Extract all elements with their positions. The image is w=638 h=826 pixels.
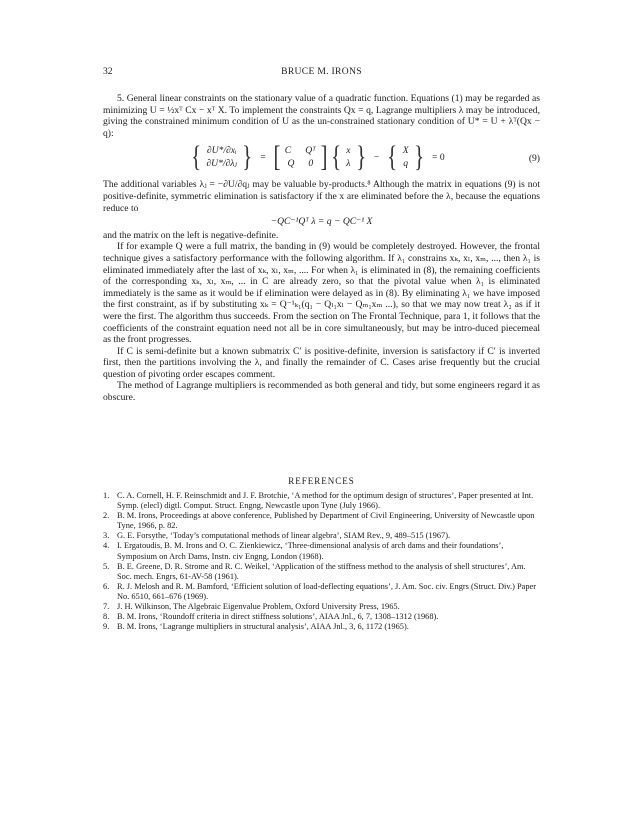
paragraph-additional-variables: The additional variables λⱼ = −∂U/∂qⱼ may be valuable by-products.⁸ Although the matrix in equations (9) is not positive-definite, symmetric elimination is satisfactory if the x are eliminated before the λ, because the equations reduce to xyxy=(103,179,540,214)
reference-item: 7. J. H. Wilkinson, The Algebraic Eigenvalue Problem, Oxford University Press, 1965. xyxy=(103,602,400,612)
eq9-v-top: x xyxy=(346,145,351,157)
reference-item: 6. R. J. Melosh and R. M. Bamford, ‘Efficient solution of load-deflecting equations’, J. Am. Soc. civ. Engrs (Struct. Div.) Paper No. 6510, 661–676 (1969). xyxy=(103,581,537,601)
equation-number-9: (9) xyxy=(528,153,540,165)
equation-9: { ∂U*/∂xᵢ ∂U*/∂λⱼ } = [ C Qᵀ Q 0 ] { x λ } − { X q } = 0 (9) xyxy=(191,140,540,174)
eq9-m22: 0 xyxy=(308,158,314,170)
reference-item: 9. B. M. Irons, ‘Lagrange multipliers in structural analysis’, AIAA Jnl., 3, 6, 1172 (1965). xyxy=(103,622,409,632)
running-head: BRUCE M. IRONS xyxy=(281,66,362,77)
eq9-m11: C xyxy=(284,145,292,157)
eq9-m12: Qᵀ xyxy=(305,145,316,157)
reference-item: 3. G. E. Forsythe, ‘Today’s computational methods of linear algebra’, SIAM Rev., 9, 489–515 (1967). xyxy=(103,531,451,541)
paragraph-negative-definite: and the matrix on the left is negative-definite. xyxy=(103,229,279,241)
paragraph-semi-definite: If C is semi-definite but a known submatrix C′ is positive-definite, inversion is satisfactory if C′ is inverted first, then the partitions involving the λ, and finally the remainder of C. Cases arise frequently but the crucial question of pivoting order escapes comment. xyxy=(103,345,540,380)
references-list xyxy=(103,491,540,632)
references-heading: REFERENCES xyxy=(288,476,355,486)
reference-item: 5. B. E. Greene, D. R. Strome and R. C. Weikel, ‘Application of the stiffness method to the analysis of shell structures’, Am. Soc. mech. Engrs, 61-AV-58 (1961). xyxy=(103,561,526,581)
eq9-lhs-bottom: ∂U*/∂λⱼ xyxy=(206,158,237,170)
body-text xyxy=(103,93,540,404)
page-header xyxy=(103,66,540,80)
eq9-v-bottom: λ xyxy=(346,158,351,170)
equation-reduced: −QC⁻¹Qᵀ λ = q − QC⁻¹ X xyxy=(270,216,373,228)
page-number: 32 xyxy=(103,66,113,77)
reference-item: 1. C. A. Cornell, H. F. Reinschmidt and J. F. Brotchie, ‘A method for the optimum design of structures’, Paper presented at Int. Symp. (elecl) digtl. Comput. Struct. Engng, Newcastle upon Tyne (July 1966). xyxy=(103,491,534,511)
reference-item: 2. B. M. Irons, Proceedings at above conference, Published by Department of Civil Engineering, University of Newcastle upon Tyne, 1966, p. 82. xyxy=(103,511,535,531)
eq9-lhs-top: ∂U*/∂xᵢ xyxy=(206,145,237,157)
reference-item: 8. B. M. Irons, ‘Roundoff criteria in direct stiffness solutions’, AIAA Jnl., 6, 7, 1308–1312 (1968). xyxy=(103,612,439,622)
eq9-r-bottom: q xyxy=(403,158,409,170)
eq9-equals: = xyxy=(260,151,266,163)
paragraph-general-linear-constraints: 5. General linear constraints on the stationary value of a quadratic function. Equations (1) may be regarded as minimizing U = ½xᵀ Cx − xᵀ X. To implement the constraints Qx = q, Lagrange multipliers λ may be introduced, giving the constrained minimum condition of U as the un-constrained stationary condition of U* = U + λᵀ(Qx − q): xyxy=(103,93,540,139)
eq9-minus: − xyxy=(373,151,380,163)
paragraph-lagrange-method: The method of Lagrange multipliers is recommended as both general and tidy, but some engineers regard it as obscure. xyxy=(103,380,540,404)
eq9-rhs: = 0 xyxy=(432,151,445,163)
eq9-m21: Q xyxy=(287,158,295,170)
eq9-r-top: X xyxy=(402,145,409,157)
reference-item: 4. I. Ergatoudis, B. M. Irons and O. C. Zienkiewicz, ‘Three-dimensional analysis of arch dams and their foundations’, Symposium on Arch Dams, Instn. civ Engng, London (1968). xyxy=(103,541,504,561)
paragraph-frontal-technique: If for example Q were a full matrix, the banding in (9) would be completely destroyed. However, the frontal technique gives a satisfactory performance with the following algorithm. If λ₁ constrains xₖ, xₗ, xₘ, ..., then λ₁ is eliminated immediately after the last of xₖ, xₗ, xₘ, .... For when λ₁ is eliminated in (8), the remaining coefficients of the corresponding xₖ, xₗ, xₘ, ... in C are already zero, so that the pivotal value when λ₁ is eliminated immediately is the same as it would be if elimination were delayed as in (8). By eliminating λ₁ we have imposed the first constraint, as if by substituting xₖ = Q⁻¹ₖ₁(q₁ − Qₗ₁xₗ − Qₘ₁xₘ ...), so that we may now treat λ₂ as if it were the first. The algorithm thus succeeds. From the section on The Frontal Technique, para 1, it follows that the coefficients of the constraint equation need not all be in core simultaneously, but may be intro-duced piecemeal as the front progresses. xyxy=(103,241,540,346)
